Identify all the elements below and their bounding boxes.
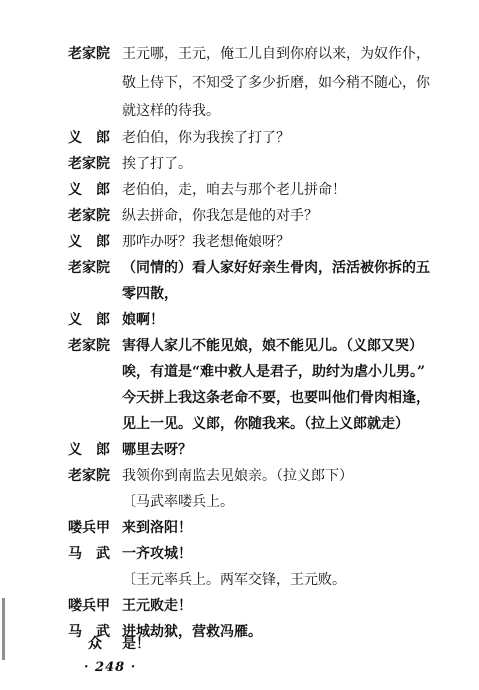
speaker-name: 老家院	[68, 338, 110, 354]
dialogue-line	[0, 412, 479, 436]
stage-direction: 〔马武率喽兵上。	[122, 494, 234, 510]
dialogue-text: 是！	[122, 636, 150, 652]
speaker-name: 老家院	[68, 156, 110, 172]
dialogue-text: 零四散，	[122, 286, 178, 302]
dialogue-text: 见上一见。义郎，你随我来。（拉上义郎就走）	[122, 416, 409, 432]
dialogue-line	[0, 152, 479, 176]
dialogue-text: 挨了打了。	[122, 156, 192, 172]
dialogue-line	[0, 282, 479, 306]
dialogue-line	[0, 42, 479, 66]
dialogue-line	[0, 360, 479, 384]
dialogue-text: 进城劫狱，营救冯雁。	[122, 624, 262, 640]
dialogue-line	[0, 632, 479, 656]
dialogue-line	[0, 99, 479, 123]
page-number: · 248 ·	[84, 660, 137, 675]
speaker-name: 义 郎	[68, 130, 110, 146]
dialogue-text: 就这样的待我。	[122, 103, 220, 119]
dialogue-line	[0, 438, 479, 462]
speaker-name: 马 武	[68, 624, 110, 640]
speaker-name: 老家院	[68, 208, 110, 224]
dialogue-line	[0, 334, 479, 358]
speaker-name: 马 武	[68, 546, 110, 562]
dialogue-line	[0, 542, 479, 566]
dialogue-text: 害得人家儿不能见娘，娘不能见儿。（义郎又哭）	[122, 338, 423, 354]
dialogue-text: 今天拼上我这条老命不要，也要叫他们骨肉相逢，	[122, 390, 430, 406]
speaker-name: 义 郎	[68, 312, 110, 328]
dialogue-line	[0, 178, 479, 202]
dialogue-line	[0, 464, 479, 488]
dialogue-text: 王元哪，王元，俺工儿自到你府以来，为奴作仆，	[122, 46, 430, 62]
speaker-name: 众	[88, 636, 102, 652]
dialogue-line	[0, 594, 479, 618]
speaker-name: 老家院	[68, 46, 110, 62]
stage-direction-line	[0, 568, 479, 592]
dialogue-line	[0, 516, 479, 540]
dialogue-line	[0, 256, 479, 280]
stage-direction-line	[0, 490, 479, 514]
speaker-name: 义 郎	[68, 234, 110, 250]
speaker-name: 义 郎	[68, 182, 110, 198]
speaker-name: 喽兵甲	[68, 598, 110, 614]
stage-direction: 〔王元率兵上。两军交锋，王元败。	[122, 572, 346, 588]
dialogue-text: 敬上侍下，不知受了多少折磨，如今稍不随心，你	[122, 75, 430, 91]
dialogue-line	[0, 308, 479, 332]
dialogue-text: 王元败走！	[122, 598, 192, 614]
dialogue-text: 老伯伯，走，咱去与那个老儿拼命！	[122, 182, 346, 198]
dialogue-line	[0, 126, 479, 150]
dialogue-text: 老伯伯，你为我挨了打了？	[122, 130, 290, 146]
dialogue-text: （同情的）看人家好好亲生骨肉，活活被你拆的五	[122, 260, 430, 276]
dialogue-text: 娘啊！	[122, 312, 164, 328]
speaker-name: 老家院	[68, 468, 110, 484]
dialogue-text: 唉，有道是“难中救人是君子，助纣为虐小儿男。”	[122, 364, 426, 380]
dialogue-line	[0, 204, 479, 228]
dialogue-text: 哪里去呀？	[122, 442, 192, 458]
dialogue-line	[0, 71, 479, 95]
speaker-name: 老家院	[68, 260, 110, 276]
dialogue-text: 纵去拼命，你我怎是他的对手？	[122, 208, 318, 224]
dialogue-text: 我领你到南监去见娘亲。（拉义郎下）	[122, 468, 353, 484]
speaker-name: 义 郎	[68, 442, 110, 458]
dialogue-text: 那咋办呀？我老想俺娘呀？	[122, 234, 290, 250]
dialogue-text: 来到洛阳！	[122, 520, 192, 536]
speaker-name: 喽兵甲	[68, 520, 110, 536]
dialogue-line	[0, 230, 479, 254]
dialogue-line	[0, 386, 479, 410]
dialogue-text: 一齐攻城！	[122, 546, 192, 562]
